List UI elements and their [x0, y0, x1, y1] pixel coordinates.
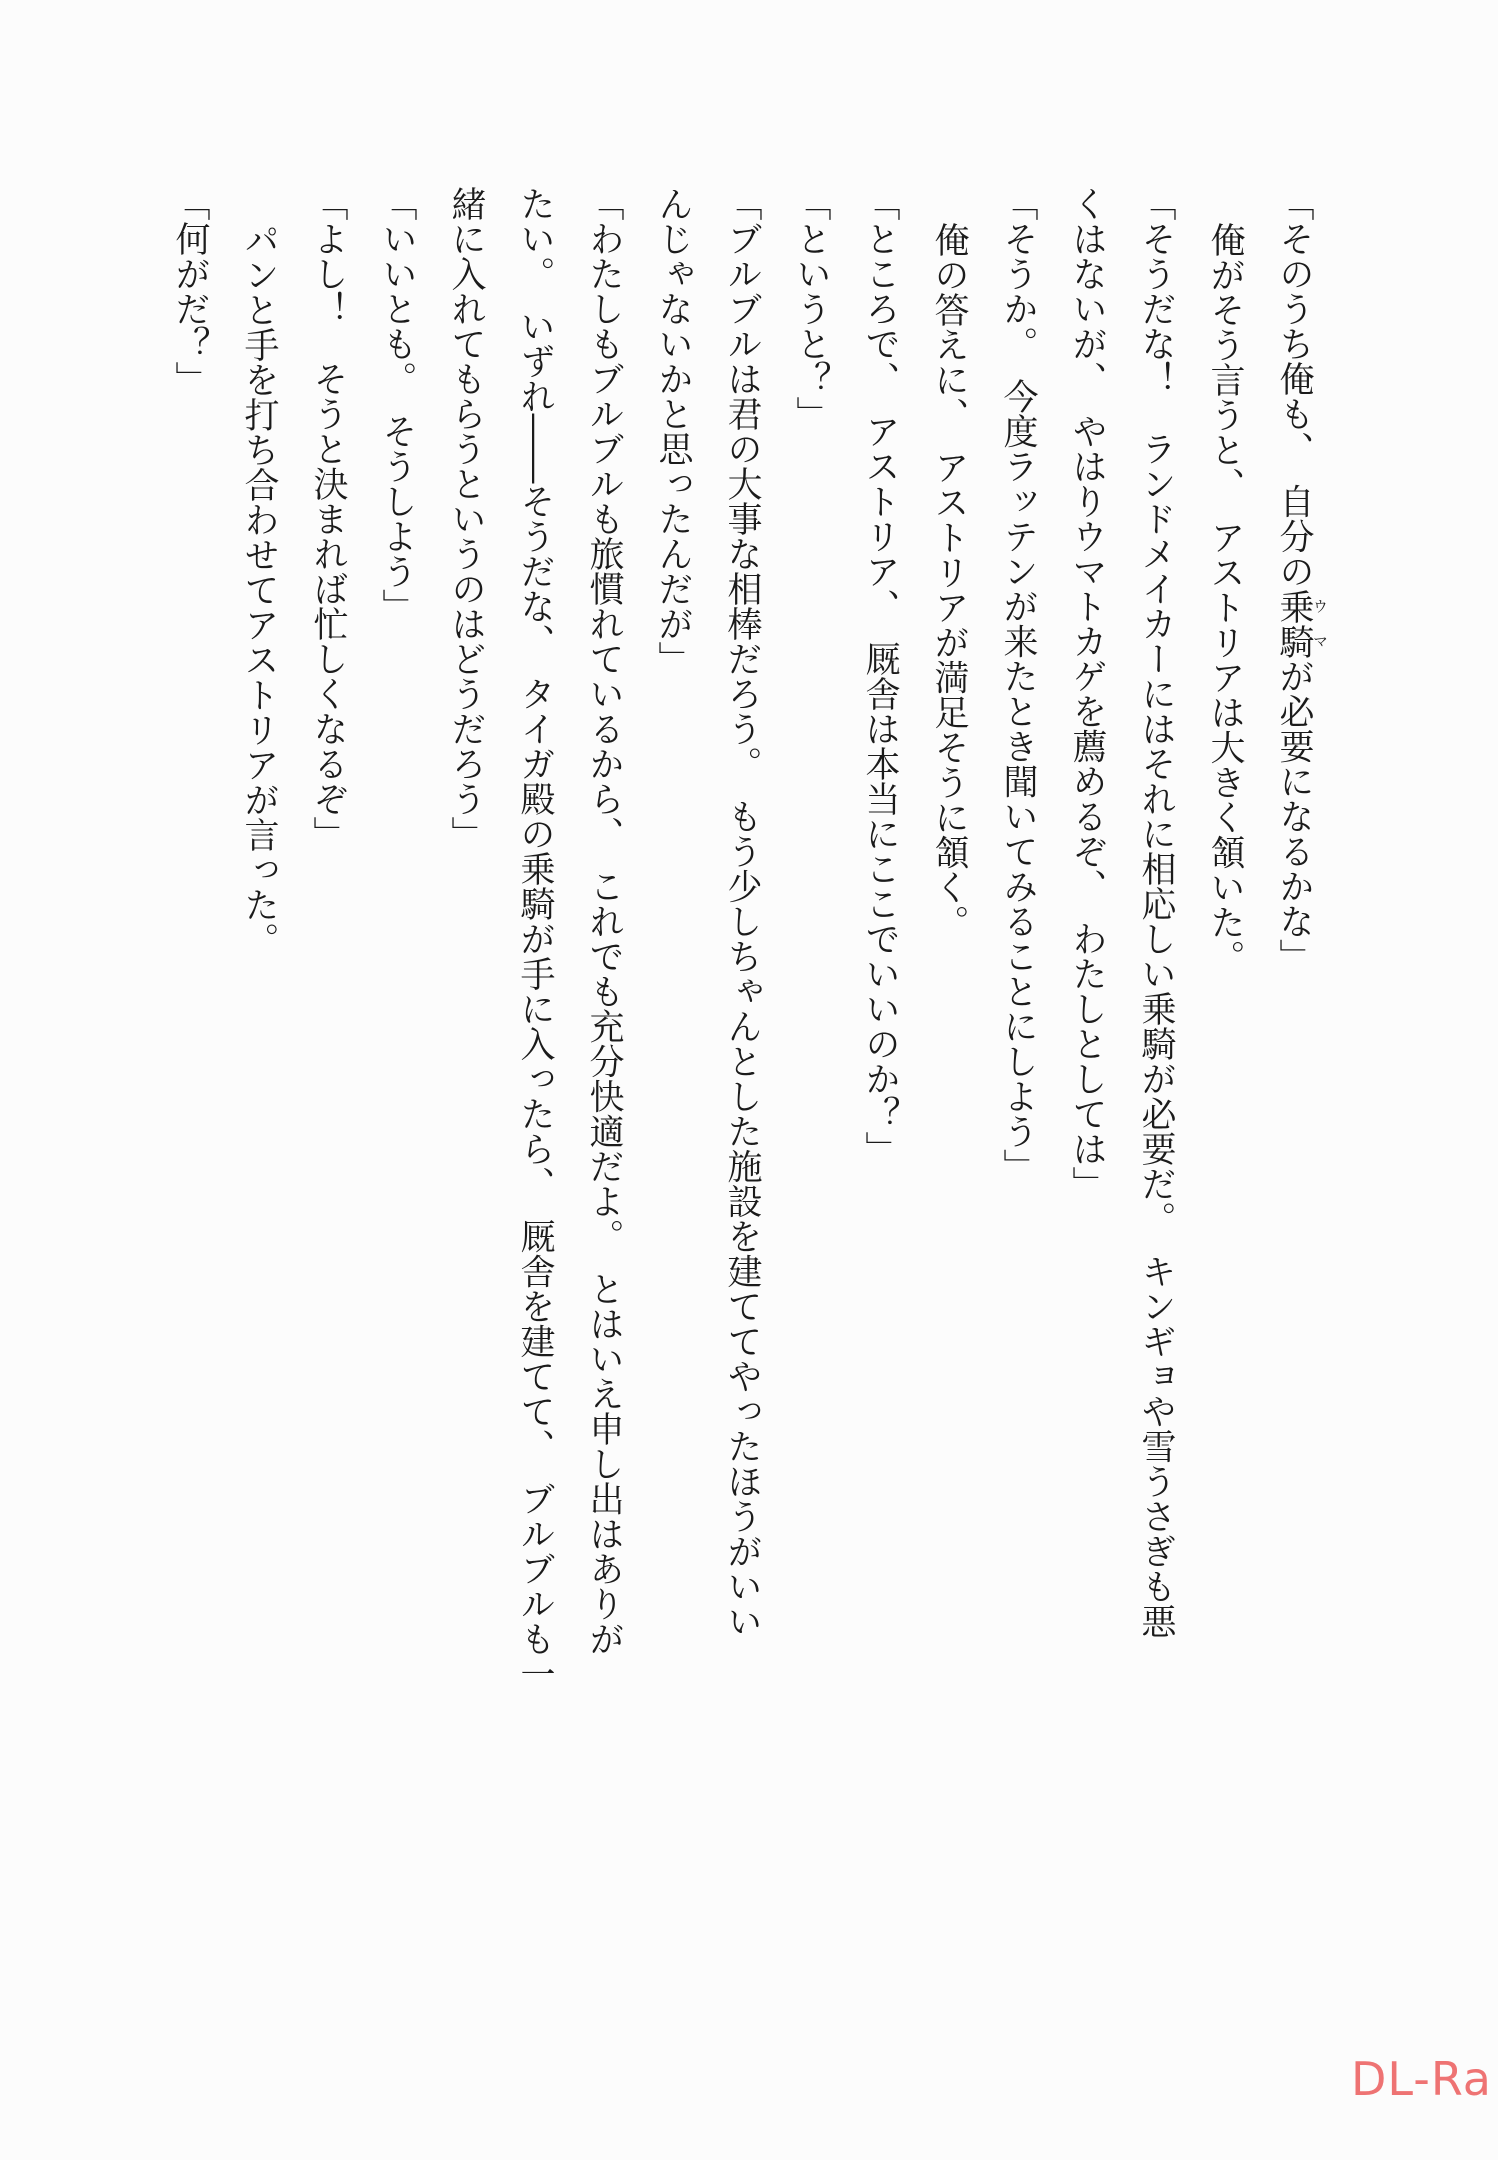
text-line: 俺がそう言うと、 アストリアは大きく頷いた。: [1205, 222, 1245, 975]
text-line: 緒に入れてもらうというのはどうだろう」: [446, 186, 486, 851]
text-line: 「ところで、 アストリア、 厩舎は本当にここでいいのか？」: [860, 186, 900, 1166]
text-line: 「そうだな！ ランドメイカーにはそれに相応しい乗騎が必要だ。 キンギョや雪うさぎも悪: [1136, 186, 1176, 1639]
text-line: 「そうか。 今度ラッテンが来たとき聞いてみることにしよう」: [998, 186, 1038, 1184]
novel-text-block: [155, 186, 1328, 1726]
text-line: 「いいとも。 そうしよう」: [377, 186, 417, 624]
ruby-annotated-word: 乗騎ウマ: [1274, 588, 1329, 659]
text-line: 「ブルブルは君の大事な相棒だろう。 もう少しちゃんとした施設を建ててやったほうがいい: [722, 186, 762, 1639]
text-line: たい。 いずれ――そうだな、 タイガ殿の乗騎が手に入ったら、 厩舎を建てて、 ブルブルも一: [515, 186, 555, 1691]
text-line: 俺の答えに、 アストリアが満足そうに頷く。: [929, 222, 969, 940]
text-line: 「というと？」: [791, 186, 831, 431]
text-line: パンと手を打ち合わせてアストリアが言った。: [239, 222, 279, 957]
text-line: 「わたしもブルブルも旅慣れているから、 これでも充分快適だよ。 とはいえ申し出はありが: [584, 186, 624, 1656]
watermark-text: DL-Ra: [1351, 2052, 1492, 2106]
text-line: 「よし！ そうと決まれば忙しくなるぞ」: [308, 186, 348, 851]
furigana: ウマ: [1311, 588, 1329, 659]
text-line: 「何がだ？」: [170, 186, 210, 396]
text-line: 「そのうち俺も、 自分の乗騎ウマが必要になるかな」: [1274, 186, 1329, 974]
text-line: んじゃないかと思ったんだが」: [653, 186, 693, 676]
text-line: くはないが、 やはりウマトカゲを薦めるぞ、 わたしとしては」: [1067, 186, 1107, 1201]
